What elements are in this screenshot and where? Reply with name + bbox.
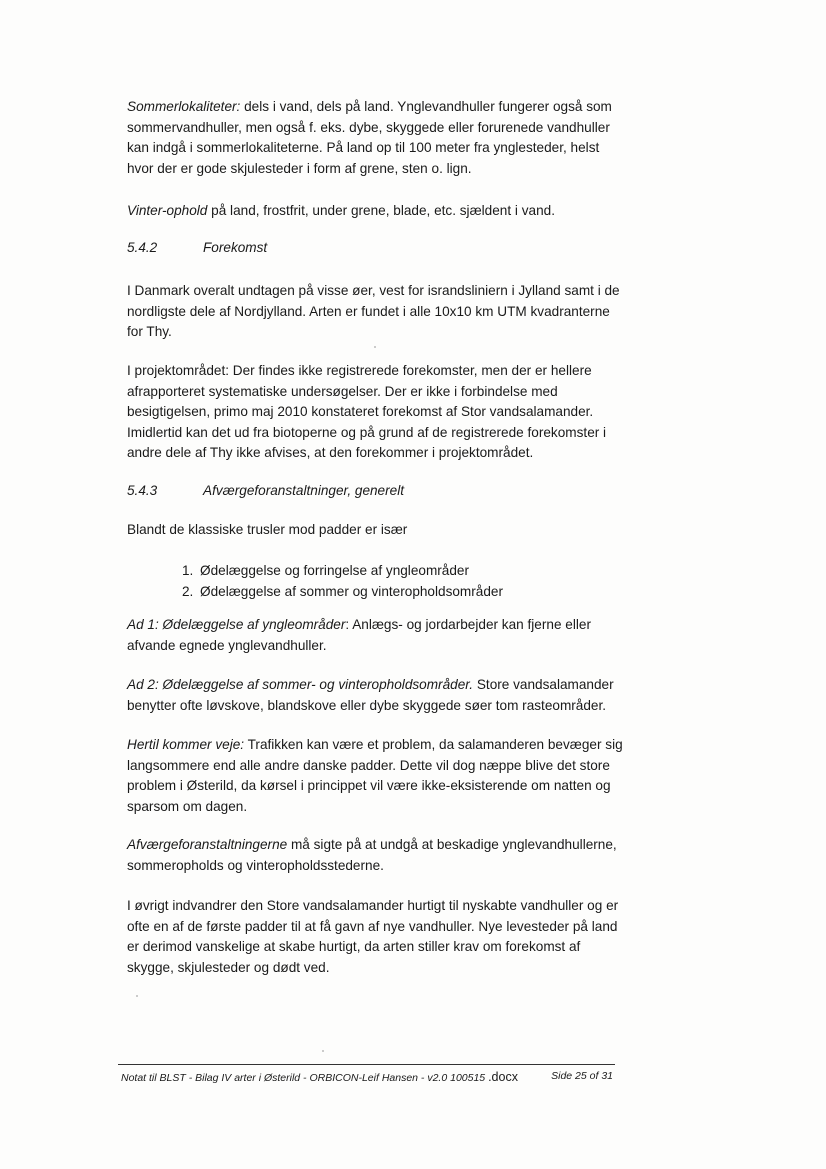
text-line: andre dele af Thy ikke afvises, at den forekommer i projektområdet. xyxy=(127,445,534,460)
scan-speck xyxy=(136,995,138,997)
paragraph-ad1 xyxy=(127,615,627,656)
text-line: hvor der er gode skjulesteder i form af grene, sten o. lign. xyxy=(127,160,472,176)
paragraph-afvaergeforanstaltningerne xyxy=(127,835,627,876)
text-line: Sommerlokaliteter: dels i vand, dels på land. Ynglevandhuller fungerer også som xyxy=(127,99,612,114)
term-vinter-ophold: Vinter-ophold xyxy=(127,203,208,218)
text-line: langsommere end alle andre danske padder. Dette vil dog næppe blive det store xyxy=(127,757,610,773)
text-line: Afværgeforanstaltningerne må sigte på at undgå at beskadige ynglevandhullerne, xyxy=(127,837,617,852)
scan-speck xyxy=(322,1050,324,1052)
term-afvaerge: Afværgeforanstaltningerne xyxy=(127,837,288,852)
text-line: I Danmark overalt undtagen på visse øer, vest for israndsliniern i Jylland samt i de xyxy=(127,283,620,298)
text-line: er derimod vanskelige at skabe hurtigt, da arten stiller krav om forekomst af xyxy=(127,939,581,954)
term-sommerlokaliteter: Sommerlokaliteter: xyxy=(127,99,241,114)
list-item: 1. Ødelæggelse og forringelse af yngleområder xyxy=(182,563,470,578)
text-line: Ad 2: Ødelæggelse af sommer- og vinteropholdsområder. Store vandsalamander xyxy=(127,677,614,692)
paragraph-projektomraadet xyxy=(127,361,627,464)
paragraph-danmark xyxy=(127,281,627,343)
paragraph-hertil-kommer-veje xyxy=(127,735,627,817)
section-title: Afværgeforanstaltninger, generelt xyxy=(203,483,405,498)
text-line: Blandt de klassiske trusler mod padder er især xyxy=(127,522,408,537)
term-hertil: Hertil kommer veje: xyxy=(127,737,245,752)
text-line: afrapporteret systematiske undersøgelser. Der er ikke i forbindelse med xyxy=(127,383,558,399)
text-line: for Thy. xyxy=(127,324,172,339)
text-line: Ad 1: Ødelæggelse af yngleområder: Anlægs- og jordarbejder kan fjerne eller xyxy=(127,617,591,632)
text-line: besigtigelsen, primo maj 2010 konstateret forekomst af Stor vandsalamander. xyxy=(127,404,594,419)
text-line: nordligste dele af Nordjylland. Arten er fundet i alle 10x10 km UTM kvadranterne xyxy=(127,303,610,319)
paragraph-trusler-intro xyxy=(127,520,627,541)
paragraph-ad2 xyxy=(127,675,627,716)
text-line: Vinter-ophold på land, frostfrit, under grene, blade, etc. sjældent i vand. xyxy=(127,203,555,218)
term-ad1: Ad 1: Ødelæggelse af yngleområder xyxy=(127,617,346,632)
page-number: Side 25 of 31 xyxy=(551,1070,613,1082)
text-line: benytter ofte løvskove, blandskove eller dybe skyggede søer tom rasteområder. xyxy=(127,697,607,713)
text-line: problem i Østerild, da kørsel i princippet vil være ikke-eksisterende om natten og xyxy=(127,778,611,793)
text-line: I projektområdet: Der findes ikke registrerede forekomster, men der er hellere xyxy=(127,363,592,378)
paragraph-oevrigt xyxy=(127,896,627,978)
paragraph-sommerlokaliteter xyxy=(127,97,627,179)
text-line: kan indgå i sommerlokaliteterne. På land op til 100 meter fra ynglesteder, helst xyxy=(127,140,600,155)
text-line: ofte en af de første padder til at få gavn af nye vandhuller. Nye levesteder på land xyxy=(127,918,618,934)
scan-speck xyxy=(374,346,376,348)
threat-list xyxy=(182,561,503,602)
text-line: I øvrigt indvandrer den Store vandsalamander hurtigt til nyskabte vandhuller og er xyxy=(127,898,619,913)
text-line: Imidlertid kan det ud fra biotoperne og på grund af de registrerede forekomster i xyxy=(127,424,607,440)
section-heading-5-4-2 xyxy=(127,240,267,255)
text-line: sommervandhuller, men også f. eks. dybe, skyggede eller forurenede vandhuller xyxy=(127,119,610,135)
term-ad2: Ad 2: Ødelæggelse af sommer- og vinteropholdsområder. xyxy=(127,677,474,692)
paragraph-vinter-ophold xyxy=(127,201,627,222)
text-line: sommeropholds og vinteropholdsstederne. xyxy=(127,857,384,873)
list-item: 2. Ødelæggelse af sommer og vinteropholdsområder xyxy=(182,583,503,599)
footer-document-info: Notat til BLST - Bilag IV arter i Østerild - ORBICON-Leif Hansen - v2.0 100515 .docx xyxy=(121,1070,518,1084)
text-line: sparsom om dagen. xyxy=(127,798,248,814)
text-line: Hertil kommer veje: Trafikken kan være et problem, da salamanderen bevæger sig xyxy=(127,737,623,752)
section-title: Forekomst xyxy=(203,240,268,255)
footer-divider xyxy=(118,1064,615,1065)
section-heading-5-4-3 xyxy=(127,483,404,498)
section-number: 5.4.3 xyxy=(127,483,158,498)
text-line: skygge, skjulesteder og dødt ved. xyxy=(127,959,330,975)
section-number: 5.4.2 xyxy=(127,240,158,255)
text-line: afvande egnede ynglevandhuller. xyxy=(127,637,327,653)
